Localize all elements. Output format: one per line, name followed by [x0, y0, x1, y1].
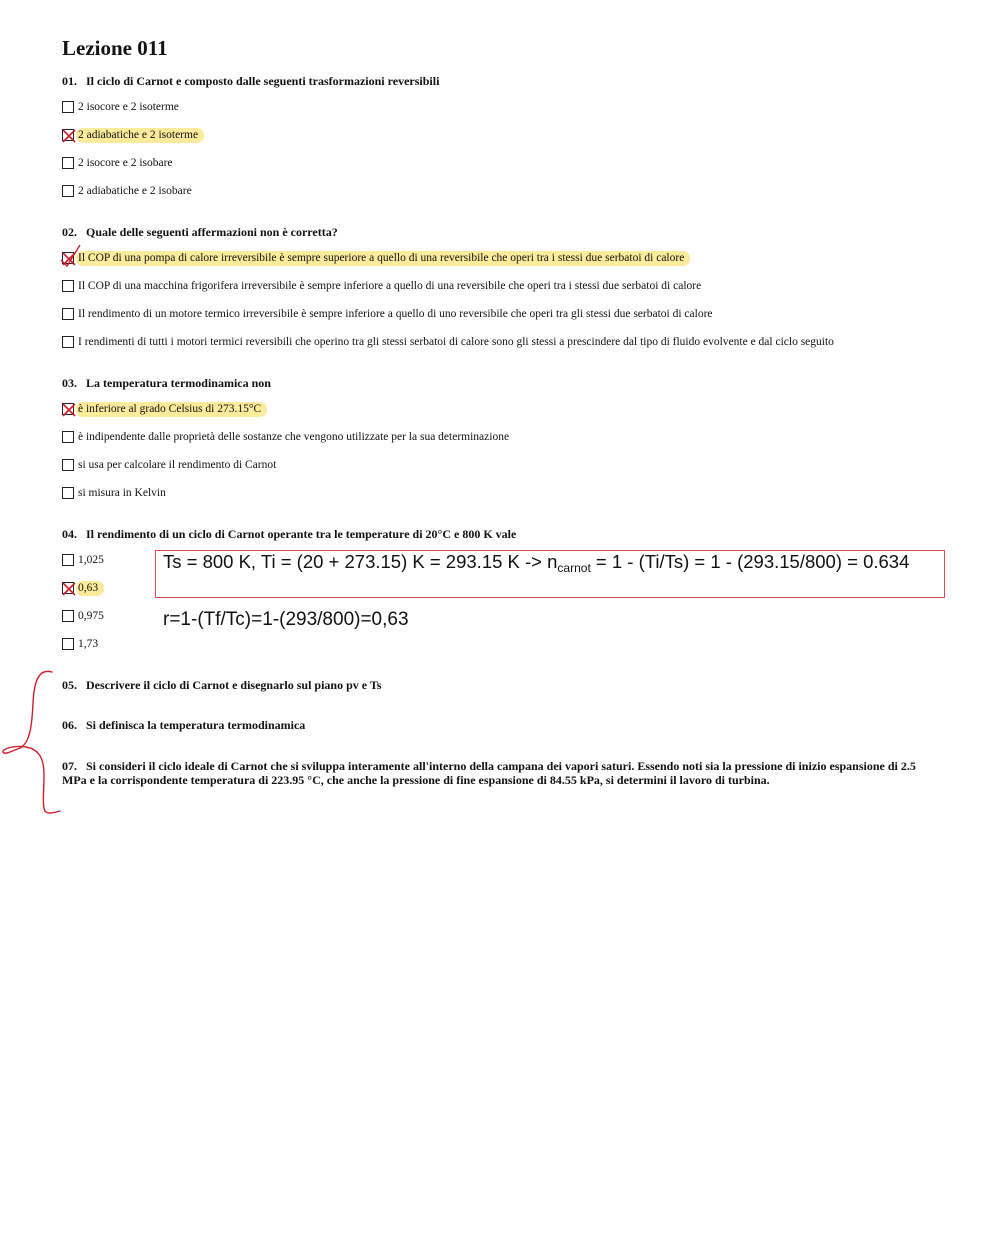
red-cross-mark-icon	[61, 128, 77, 144]
option-label: 2 isocore e 2 isobare	[78, 157, 173, 169]
checkbox[interactable]	[62, 610, 74, 622]
checkbox-checked[interactable]	[62, 129, 74, 141]
annotation-calc-subscript: carnot	[557, 561, 591, 575]
question-06	[62, 718, 305, 732]
checkbox[interactable]	[62, 101, 74, 113]
option-label: è indipendente dalle proprietà delle sostanze che vengono utilizzate per la sua determinazione	[78, 431, 510, 443]
question-02	[62, 225, 338, 239]
checkbox[interactable]	[62, 554, 74, 566]
question-number: 05.	[62, 678, 77, 692]
option-label: Il rendimento di un motore termico irreversibile è sempre inferiore a quello di uno reversibile che operi tra gli stessi due serbatoi di calore	[78, 308, 713, 320]
checkbox[interactable]	[62, 431, 74, 443]
question-number: 06.	[62, 718, 77, 732]
red-cross-mark-icon	[61, 402, 77, 418]
question-text: Si definisca la temperatura termodinamica	[86, 718, 306, 732]
question-number: 07.	[62, 759, 77, 773]
question-04	[62, 527, 516, 541]
answer-option-selected[interactable]	[62, 579, 104, 597]
option-label: Il COP di una macchina frigorifera irreversibile è sempre inferiore a quello di una reversibile che operi tra i stessi due serbatoi di calore	[78, 280, 702, 292]
option-label: 2 adiabatiche e 2 isoterme	[76, 128, 204, 143]
question-07	[62, 759, 938, 787]
option-label: Il COP di una pompa di calore irreversibile è sempre superiore a quello di una reversibile che operi tra i stessi due serbatoi di calore	[76, 251, 690, 266]
answer-option[interactable]	[62, 154, 173, 172]
annotation-calculation-alt[interactable]: r=1-(Tf/Tc)=1-(293/800)=0,63	[163, 609, 409, 630]
handwritten-brace-icon	[0, 665, 70, 820]
answer-option-selected[interactable]	[62, 400, 267, 418]
option-label: 0,975	[78, 610, 104, 622]
annotation-calculation[interactable]	[163, 551, 909, 575]
checkbox[interactable]	[62, 487, 74, 499]
annotation-calc-rest: = 1 - (Ti/Ts) = 1 - (293.15/800) = 0.634	[590, 551, 910, 572]
answer-option[interactable]	[62, 635, 98, 653]
annotation-calc-main: Ts = 800 K, Ti = (20 + 273.15) K = 293.15 K -> n	[163, 551, 558, 572]
question-number: 04.	[62, 527, 77, 541]
checkbox-checked[interactable]	[62, 582, 74, 594]
answer-option[interactable]	[62, 305, 713, 323]
question-text: Descrivere il ciclo di Carnot e disegnarlo sul piano pv e Ts	[86, 678, 382, 692]
option-label: è inferiore al grado Celsius di 273.15°C	[76, 402, 267, 417]
option-label: 2 adiabatiche e 2 isobare	[78, 185, 192, 197]
answer-option[interactable]	[62, 277, 701, 295]
answer-option[interactable]	[62, 607, 104, 625]
checkbox[interactable]	[62, 459, 74, 471]
question-text: Si consideri il ciclo ideale di Carnot che si sviluppa interamente all'interno della campana dei vapori saturi. Essendo noti sia la pressione di inizio espansione di 2.5 MPa e la corrispondente temperatura di 223.95 °C, che anche la pressione di fine espansione di 84.55 kPa, si determini il lavoro di turbina.	[62, 759, 916, 787]
checkbox-checked[interactable]	[62, 403, 74, 415]
answer-option[interactable]	[62, 428, 509, 446]
option-label: si misura in Kelvin	[78, 487, 166, 499]
answer-option-selected[interactable]	[62, 249, 690, 267]
option-label: 1,025	[78, 554, 104, 566]
option-label: 0,63	[76, 581, 104, 596]
question-03	[62, 376, 271, 390]
option-label: si usa per calcolare il rendimento di Carnot	[78, 459, 277, 471]
checkbox[interactable]	[62, 185, 74, 197]
answer-option-selected[interactable]	[62, 126, 204, 144]
option-label: I rendimenti di tutti i motori termici reversibili che operino tra gli stessi serbatoi di calore sono gli stessi a prescindere dal tipo di fluido evolvente e dal ciclo seguito	[78, 336, 834, 348]
page-title: Lezione 011	[62, 36, 168, 60]
checkbox[interactable]	[62, 157, 74, 169]
answer-option[interactable]	[62, 333, 834, 351]
answer-option[interactable]	[62, 98, 179, 116]
answer-option[interactable]	[62, 551, 104, 569]
question-01	[62, 74, 439, 88]
answer-option[interactable]	[62, 182, 192, 200]
red-cross-tick-mark-icon	[61, 251, 77, 267]
question-05	[62, 678, 381, 692]
question-text: Il ciclo di Carnot e composto dalle seguenti trasformazioni reversibili	[86, 74, 440, 88]
question-number: 03.	[62, 376, 77, 390]
option-label: 2 isocore e 2 isoterme	[78, 101, 179, 113]
checkbox-checked[interactable]	[62, 252, 74, 264]
checkbox[interactable]	[62, 280, 74, 292]
option-label: 1,73	[78, 638, 99, 650]
checkbox[interactable]	[62, 336, 74, 348]
question-text: Quale delle seguenti affermazioni non è corretta?	[86, 225, 338, 239]
question-text: La temperatura termodinamica non	[86, 376, 271, 390]
checkbox[interactable]	[62, 308, 74, 320]
question-number: 02.	[62, 225, 77, 239]
question-text: Il rendimento di un ciclo di Carnot operante tra le temperature di 20°C e 800 K vale	[86, 527, 517, 541]
red-cross-mark-icon	[61, 581, 77, 597]
question-number: 01.	[62, 74, 77, 88]
checkbox[interactable]	[62, 638, 74, 650]
answer-option[interactable]	[62, 456, 276, 474]
answer-option[interactable]	[62, 484, 166, 502]
